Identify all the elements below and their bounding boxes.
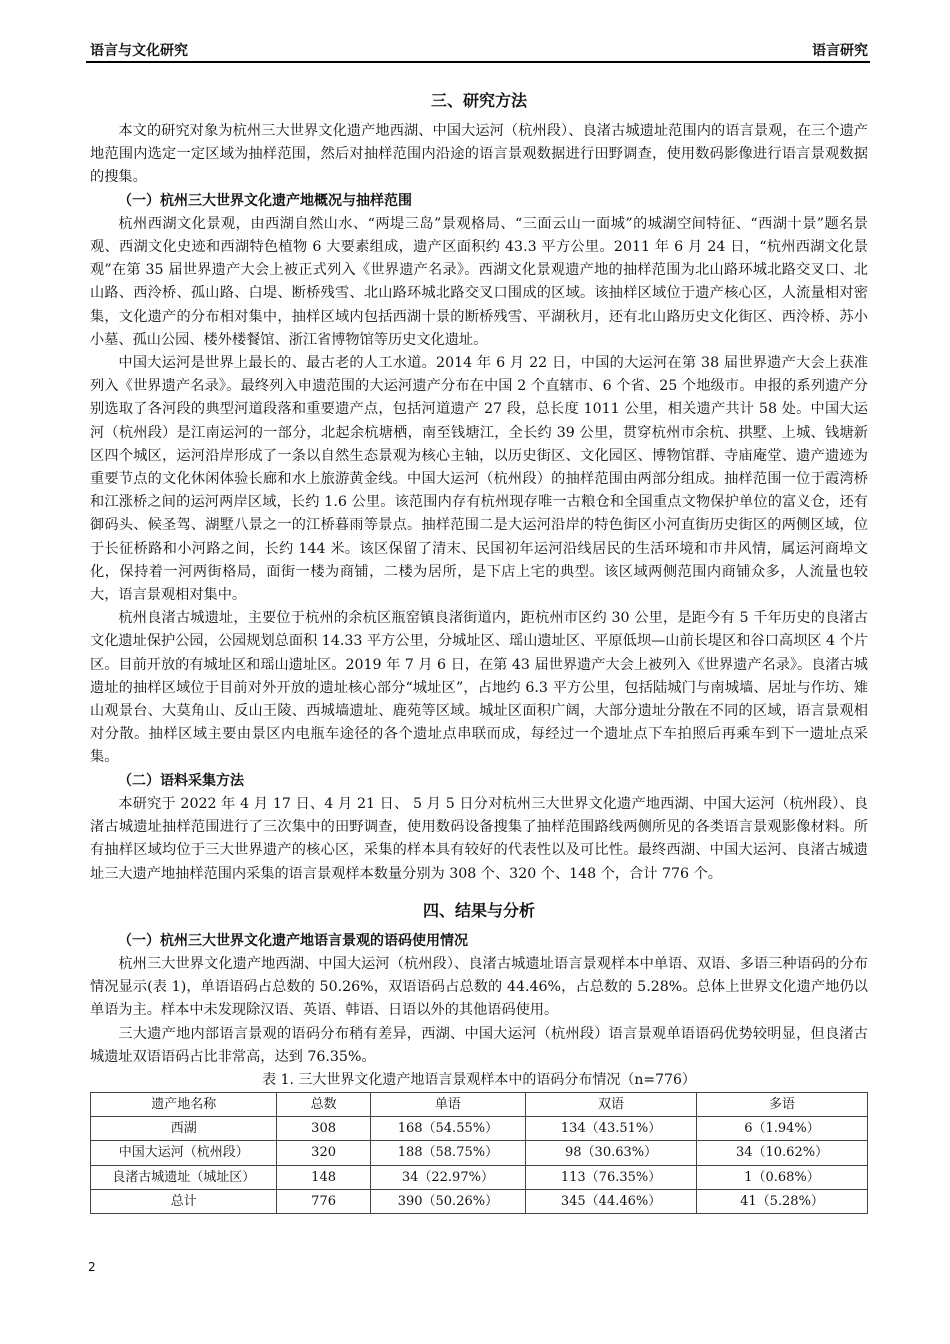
table-header-cell: 多语 xyxy=(697,1092,868,1116)
section3-sub2-title: （二）语料采集方法 xyxy=(118,772,244,789)
table-cell: 中国大运河（杭州段） xyxy=(91,1141,277,1165)
spacer xyxy=(90,886,868,898)
section3-paragraph-liangzhu: 杭州良渚古城遗址，主要位于杭州的余杭区瓶窑镇良渚街道内，距杭州市区约 30 公里，是距今有 5 千年历史的良渚古文化遗址保护公园，公园规划总面积 14.33 平方公里，分城址区、瑶山遗址区、平原低坝—山前长堤区和谷口高坝区 4 个片区。目前开放的有城址区和瑶山遗址区。2019 年 7 月 6 日，在第 43 届世界遗产大会上被列入《世界遗产名录》。良渚古城遗址的抽样区域位于目前对外开放的遗址核心部分“城址区”，占地约 6.3 平方公里，包括陆城门与南城墙、居址与作坊、雉山观景台、大莫角山、反山王陵、西城墙遗址、鹿苑等区域。城址区面积广阔，大部分遗址分散在不同的区域，语言景观相对分散。抽样区域主要由景区内电瓶车途径的各个遗址点串联而成，每经过一个遗址点下车拍照后再乘车到下一遗址点采集。 xyxy=(90,610,868,766)
table-cell: 西湖 xyxy=(91,1117,277,1141)
article-body xyxy=(90,88,868,1214)
table-row xyxy=(91,1189,868,1213)
table-cell: 776 xyxy=(277,1189,370,1213)
table-cell: 41（5.28%） xyxy=(697,1189,868,1213)
running-header xyxy=(90,40,868,60)
code-distribution-table xyxy=(90,1092,868,1214)
section3-intro: 本文的研究对象为杭州三大世界文化遗产地西湖、中国大运河（杭州段）、良渚古城遗址范围内的语言景观，在三个遗产地范围内选定一定区域为抽样范围，然后对抽样范围内沿途的语言景观数据进行田野调查，使用数码影像进行语言景观数据的搜集。 xyxy=(90,123,868,186)
section4-title: 四、结果与分析 xyxy=(422,900,535,920)
table-header-cell: 双语 xyxy=(526,1092,697,1116)
table-cell: 总计 xyxy=(91,1189,277,1213)
section3-sub1-title: （一）杭州三大世界文化遗产地概况与抽样范围 xyxy=(118,192,412,209)
table-cell: 188（58.75%） xyxy=(370,1141,525,1165)
table-header-cell: 遗产地名称 xyxy=(91,1092,277,1116)
table-cell: 345（44.46%） xyxy=(526,1189,697,1213)
table-cell: 良渚古城遗址（城址区） xyxy=(91,1165,277,1189)
table-cell: 308 xyxy=(277,1117,370,1141)
section-label: 语言研究 xyxy=(812,43,868,59)
table-cell: 134（43.51%） xyxy=(526,1117,697,1141)
table-header-row xyxy=(91,1092,868,1116)
section4-paragraph-2: 三大遗产地内部语言景观的语码分布稍有差异，西湖、中国大运河（杭州段）语言景观单语语码优势较明显，但良渚古城遗址双语语码占比非常高，达到 76.35%。 xyxy=(90,1025,868,1065)
table-cell: 34（22.97%） xyxy=(370,1165,525,1189)
table-header-cell: 单语 xyxy=(370,1092,525,1116)
table-cell: 148 xyxy=(277,1165,370,1189)
table-row xyxy=(91,1141,868,1165)
section3-title: 三、研究方法 xyxy=(430,91,527,110)
table-cell: 320 xyxy=(277,1141,370,1165)
table1-caption: 表 1. 三大世界文化遗产地语言景观样本中的语码分布情况（n=776） xyxy=(262,1071,696,1088)
section4-paragraph-1: 杭州三大世界文化遗产地西湖、中国大运河（杭州段）、良渚古城遗址语言景观样本中单语、双语、多语三种语码的分布情况显示(表 1)，单语语码占总数的 50.26%，双语语码占总数的 44.46%，占总数的 5.28%。总体上世界文化遗产地仍以单语为主。样本中未发现除汉语、英语、韩语、日语以外的其他语码使用。 xyxy=(90,955,868,1019)
section3-paragraph-method: 本研究于 2022 年 4 月 17 日、4 月 21 日、 5 月 5 日分对杭州三大世界文化遗产地西湖、中国大运河（杭州段）、良渚古城遗址抽样范围进行了三次集中的田野调查，使用数码设备搜集了抽样范围路线两侧所见的各类语言景观影像材料。所有抽样区域均位于三大世界遗产的核心区，采集的样本具有较好的代表性以及可比性。最终西湖、中国大运河、良渚古城遗址三大遗产地抽样范围内采集的语言景观样本数量分别为 308 个、320 个、148 个，合计 776 个。 xyxy=(90,795,868,882)
section3-paragraph-westlake: 杭州西湖文化景观，由西湖自然山水、“两堤三岛”景观格局、“三面云山一面城”的城湖空间特征、“西湖十景”题名景观、西湖文化史迹和西湖特色植物 6 大要素组成，遗产区面积约 43.3 平方公里。2011 年 6 月 24 日，“杭州西湖文化景观”在第 35 届世界遗产大会上被正式列入《世界遗产名录》。西湖文化景观遗产地的抽样范围为北山路环城北路交叉口、北山路、西泠桥、孤山路、白堤、断桥残雪、北山路环城北路交叉口围成的区域。该抽样区域位于遗产核心区，人流量相对密集，文化遗产的分布相对集中，抽样区域内包括西湖十景的断桥残雪、平湖秋月，还有北山路历史文化街区、西泠桥、苏小小墓、孤山公园、楼外楼餐馆、浙江省博物馆等历史文化遗址。 xyxy=(90,215,868,348)
table-header-cell: 总数 xyxy=(277,1092,370,1116)
table-cell: 168（54.55%） xyxy=(370,1117,525,1141)
table-cell: 1（0.68%） xyxy=(697,1165,868,1189)
table-cell: 113（76.35%） xyxy=(526,1165,697,1189)
header-rule xyxy=(86,61,870,63)
section4-sub1-title: （一）杭州三大世界文化遗产地语言景观的语码使用情况 xyxy=(118,932,468,949)
table-cell: 34（10.62%） xyxy=(697,1141,868,1165)
section3-paragraph-grand-canal: 中国大运河是世界上最长的、最古老的人工水道。2014 年 6 月 22 日，中国的大运河在第 38 届世界遗产大会上获准列入《世界遗产名录》。最终列入申遗范围的大运河遗产分布在中国 2 个直辖市、6 个省、25 个地级市。申报的系列遗产分别选取了各河段的典型河道段落和重要遗产点，包括河道遗产 27 段，总长度 1011 公里，相关遗产共计 58 处。中国大运河（杭州段）是江南运河的一部分，北起余杭塘栖，南至钱塘江，全长约 39 公里，贯穿杭州市余杭、拱墅、上城、钱塘新区四个城区，运河沿岸形成了一条以自然生态景观为核心主轴，以历史街区、文化园区、博物馆群、寺庙庵堂、遗产遗迹为重要节点的文化休闲体验长廊和水上旅游黄金线。中国大运河（杭州段）的抽样范围由两部分组成。抽样范围一位于霞湾桥和江涨桥之间的运河两岸区域，长约 1.6 公里。该范围内存有杭州现存唯一古粮仓和全国重点文物保护单位的富义仓，还有御码头、候圣驾、湖墅八景之一的江桥暮雨等景点。抽样范围二是大运河沿岸的特色街区小河直街历史街区的两侧区域，位于长征桥路和小河路之间，长约 144 米。该区保留了清末、民国初年运河沿线居民的生活环境和市井风情，属运河商埠文化，保持着一河两街格局，面街一楼为商铺，二楼为居所，是下店上宅的典型。该区域两侧范围内商铺众多，人流量也较大，语言景观相对集中。 xyxy=(90,355,868,604)
table-cell: 98（30.63%） xyxy=(526,1141,697,1165)
page-number: 2 xyxy=(88,1260,96,1274)
table-cell: 6（1.94%） xyxy=(697,1117,868,1141)
table-cell: 390（50.26%） xyxy=(370,1189,525,1213)
table-row xyxy=(91,1165,868,1189)
table-row xyxy=(91,1117,868,1141)
journal-title: 语言与文化研究 xyxy=(90,43,188,59)
